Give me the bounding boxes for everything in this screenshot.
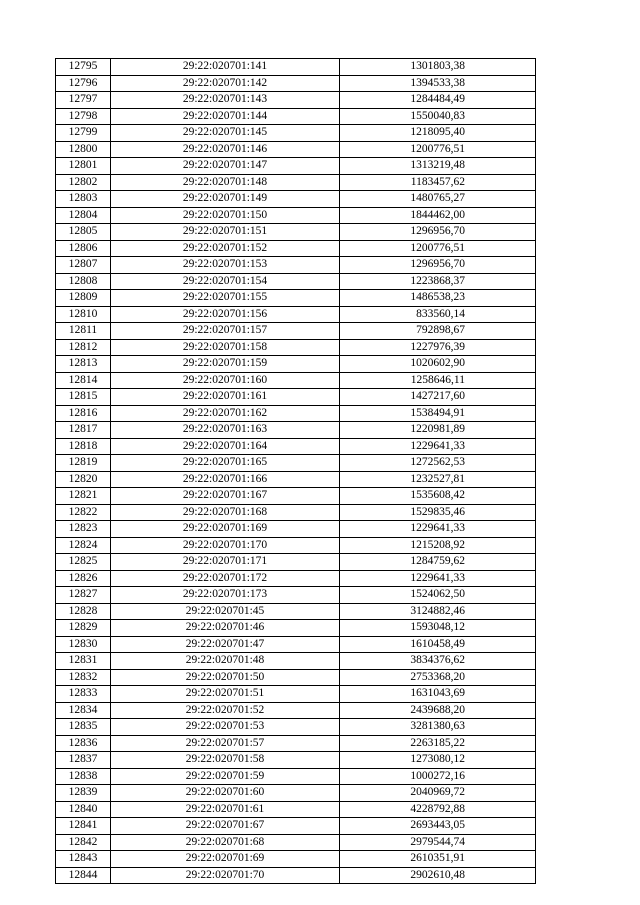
table-row — [56, 719, 536, 736]
cadastral-value-cell: 2263185,22 — [340, 735, 536, 752]
cadastral-number-cell: 29:22:020701:160 — [111, 372, 340, 389]
row-number-cell: 12838 — [56, 768, 111, 785]
cadastral-number-cell: 29:22:020701:141 — [111, 59, 340, 76]
cadastral-value-cell: 3281380,63 — [340, 719, 536, 736]
row-number-cell: 12815 — [56, 389, 111, 406]
table-row — [56, 834, 536, 851]
cadastral-value-cell: 1229641,33 — [340, 570, 536, 587]
cadastral-number-cell: 29:22:020701:69 — [111, 851, 340, 868]
cadastral-number-cell: 29:22:020701:68 — [111, 834, 340, 851]
table-row — [56, 108, 536, 125]
table-row — [56, 735, 536, 752]
cadastral-number-cell: 29:22:020701:57 — [111, 735, 340, 752]
cadastral-value-cell: 1220981,89 — [340, 422, 536, 439]
cadastral-value-cell: 1535608,42 — [340, 488, 536, 505]
row-number-cell: 12801 — [56, 158, 111, 175]
table-row — [56, 554, 536, 571]
table-row — [56, 125, 536, 142]
cadastral-value-cell: 1427217,60 — [340, 389, 536, 406]
table-row — [56, 323, 536, 340]
cadastral-number-cell: 29:22:020701:171 — [111, 554, 340, 571]
table-row — [56, 273, 536, 290]
row-number-cell: 12842 — [56, 834, 111, 851]
row-number-cell: 12813 — [56, 356, 111, 373]
cadastral-value-cell: 2610351,91 — [340, 851, 536, 868]
cadastral-number-cell: 29:22:020701:145 — [111, 125, 340, 142]
table-row — [56, 521, 536, 538]
cadastral-value-cell: 1258646,11 — [340, 372, 536, 389]
row-number-cell: 12816 — [56, 405, 111, 422]
table-row — [56, 158, 536, 175]
row-number-cell: 12807 — [56, 257, 111, 274]
cadastral-value-cell: 1394533,38 — [340, 75, 536, 92]
cadastral-number-cell: 29:22:020701:163 — [111, 422, 340, 439]
cadastral-number-cell: 29:22:020701:45 — [111, 603, 340, 620]
cadastral-value-cell: 1183457,62 — [340, 174, 536, 191]
cadastral-value-cell: 1301803,38 — [340, 59, 536, 76]
table-row — [56, 603, 536, 620]
row-number-cell: 12818 — [56, 438, 111, 455]
cadastral-number-cell: 29:22:020701:172 — [111, 570, 340, 587]
cadastral-value-cell: 1313219,48 — [340, 158, 536, 175]
row-number-cell: 12833 — [56, 686, 111, 703]
cadastral-value-cell: 1538494,91 — [340, 405, 536, 422]
table-row — [56, 768, 536, 785]
row-number-cell: 12808 — [56, 273, 111, 290]
cadastral-number-cell: 29:22:020701:48 — [111, 653, 340, 670]
table-row — [56, 504, 536, 521]
cadastral-value-table — [55, 58, 536, 884]
row-number-cell: 12805 — [56, 224, 111, 241]
cadastral-number-cell: 29:22:020701:147 — [111, 158, 340, 175]
row-number-cell: 12821 — [56, 488, 111, 505]
cadastral-number-cell: 29:22:020701:50 — [111, 669, 340, 686]
cadastral-number-cell: 29:22:020701:51 — [111, 686, 340, 703]
cadastral-number-cell: 29:22:020701:157 — [111, 323, 340, 340]
table-row — [56, 306, 536, 323]
row-number-cell: 12837 — [56, 752, 111, 769]
cadastral-number-cell: 29:22:020701:170 — [111, 537, 340, 554]
cadastral-value-cell: 1215208,92 — [340, 537, 536, 554]
cadastral-number-cell: 29:22:020701:151 — [111, 224, 340, 241]
cadastral-number-cell: 29:22:020701:152 — [111, 240, 340, 257]
row-number-cell: 12834 — [56, 702, 111, 719]
row-number-cell: 12825 — [56, 554, 111, 571]
cadastral-value-cell: 1273080,12 — [340, 752, 536, 769]
table-row — [56, 455, 536, 472]
cadastral-value-cell: 1631043,69 — [340, 686, 536, 703]
table-row — [56, 59, 536, 76]
row-number-cell: 12824 — [56, 537, 111, 554]
cadastral-number-cell: 29:22:020701:173 — [111, 587, 340, 604]
row-number-cell: 12795 — [56, 59, 111, 76]
cadastral-value-cell: 1218095,40 — [340, 125, 536, 142]
table-body — [56, 59, 536, 884]
cadastral-value-cell: 1296956,70 — [340, 257, 536, 274]
table-row — [56, 224, 536, 241]
table-row — [56, 818, 536, 835]
row-number-cell: 12835 — [56, 719, 111, 736]
row-number-cell: 12817 — [56, 422, 111, 439]
cadastral-value-cell: 1296956,70 — [340, 224, 536, 241]
table-row — [56, 257, 536, 274]
row-number-cell: 12802 — [56, 174, 111, 191]
cadastral-value-cell: 1232527,81 — [340, 471, 536, 488]
cadastral-value-cell: 2439688,20 — [340, 702, 536, 719]
cadastral-value-cell: 1284759,62 — [340, 554, 536, 571]
row-number-cell: 12828 — [56, 603, 111, 620]
cadastral-number-cell: 29:22:020701:61 — [111, 801, 340, 818]
cadastral-value-cell: 1550040,83 — [340, 108, 536, 125]
cadastral-value-cell: 1486538,23 — [340, 290, 536, 307]
cadastral-number-cell: 29:22:020701:150 — [111, 207, 340, 224]
cadastral-value-cell: 1020602,90 — [340, 356, 536, 373]
cadastral-value-cell: 1272562,53 — [340, 455, 536, 472]
cadastral-number-cell: 29:22:020701:166 — [111, 471, 340, 488]
row-number-cell: 12814 — [56, 372, 111, 389]
table-row — [56, 339, 536, 356]
row-number-cell: 12830 — [56, 636, 111, 653]
table-row — [56, 405, 536, 422]
table-row — [56, 488, 536, 505]
cadastral-value-cell: 3124882,46 — [340, 603, 536, 620]
cadastral-value-cell: 1284484,49 — [340, 92, 536, 109]
cadastral-value-cell: 2979544,74 — [340, 834, 536, 851]
cadastral-number-cell: 29:22:020701:164 — [111, 438, 340, 455]
cadastral-number-cell: 29:22:020701:146 — [111, 141, 340, 158]
cadastral-number-cell: 29:22:020701:161 — [111, 389, 340, 406]
cadastral-number-cell: 29:22:020701:159 — [111, 356, 340, 373]
row-number-cell: 12812 — [56, 339, 111, 356]
cadastral-value-cell: 4228792,88 — [340, 801, 536, 818]
row-number-cell: 12827 — [56, 587, 111, 604]
table-row — [56, 570, 536, 587]
cadastral-number-cell: 29:22:020701:47 — [111, 636, 340, 653]
cadastral-value-cell: 2693443,05 — [340, 818, 536, 835]
row-number-cell: 12806 — [56, 240, 111, 257]
cadastral-number-cell: 29:22:020701:52 — [111, 702, 340, 719]
cadastral-number-cell: 29:22:020701:169 — [111, 521, 340, 538]
table-row — [56, 191, 536, 208]
cadastral-number-cell: 29:22:020701:144 — [111, 108, 340, 125]
cadastral-number-cell: 29:22:020701:156 — [111, 306, 340, 323]
table-row — [56, 752, 536, 769]
cadastral-number-cell: 29:22:020701:58 — [111, 752, 340, 769]
table-row — [56, 867, 536, 884]
row-number-cell: 12820 — [56, 471, 111, 488]
row-number-cell: 12831 — [56, 653, 111, 670]
cadastral-value-cell: 1223868,37 — [340, 273, 536, 290]
table-row — [56, 356, 536, 373]
table-row — [56, 851, 536, 868]
row-number-cell: 12799 — [56, 125, 111, 142]
cadastral-value-cell: 1524062,50 — [340, 587, 536, 604]
row-number-cell: 12797 — [56, 92, 111, 109]
table-row — [56, 702, 536, 719]
cadastral-value-cell: 792898,67 — [340, 323, 536, 340]
cadastral-value-cell: 1200776,51 — [340, 240, 536, 257]
row-number-cell: 12836 — [56, 735, 111, 752]
table-row — [56, 785, 536, 802]
table-row — [56, 537, 536, 554]
table-row — [56, 422, 536, 439]
table-row — [56, 372, 536, 389]
table-row — [56, 141, 536, 158]
cadastral-number-cell: 29:22:020701:165 — [111, 455, 340, 472]
cadastral-number-cell: 29:22:020701:148 — [111, 174, 340, 191]
cadastral-value-cell: 3834376,62 — [340, 653, 536, 670]
cadastral-number-cell: 29:22:020701:53 — [111, 719, 340, 736]
cadastral-number-cell: 29:22:020701:154 — [111, 273, 340, 290]
cadastral-value-cell: 1610458,49 — [340, 636, 536, 653]
cadastral-value-cell: 833560,14 — [340, 306, 536, 323]
row-number-cell: 12810 — [56, 306, 111, 323]
row-number-cell: 12840 — [56, 801, 111, 818]
row-number-cell: 12811 — [56, 323, 111, 340]
cadastral-number-cell: 29:22:020701:46 — [111, 620, 340, 637]
table-row — [56, 636, 536, 653]
cadastral-value-cell: 1229641,33 — [340, 438, 536, 455]
cadastral-number-cell: 29:22:020701:70 — [111, 867, 340, 884]
row-number-cell: 12826 — [56, 570, 111, 587]
cadastral-number-cell: 29:22:020701:158 — [111, 339, 340, 356]
table-row — [56, 438, 536, 455]
row-number-cell: 12832 — [56, 669, 111, 686]
cadastral-value-cell: 1200776,51 — [340, 141, 536, 158]
cadastral-value-cell: 1229641,33 — [340, 521, 536, 538]
cadastral-value-cell: 1000272,16 — [340, 768, 536, 785]
row-number-cell: 12796 — [56, 75, 111, 92]
cadastral-value-cell: 1227976,39 — [340, 339, 536, 356]
table-row — [56, 207, 536, 224]
row-number-cell: 12841 — [56, 818, 111, 835]
cadastral-number-cell: 29:22:020701:67 — [111, 818, 340, 835]
table-row — [56, 75, 536, 92]
table-row — [56, 290, 536, 307]
row-number-cell: 12844 — [56, 867, 111, 884]
table-row — [56, 686, 536, 703]
cadastral-value-cell: 1844462,00 — [340, 207, 536, 224]
row-number-cell: 12804 — [56, 207, 111, 224]
cadastral-value-cell: 2753368,20 — [340, 669, 536, 686]
cadastral-number-cell: 29:22:020701:142 — [111, 75, 340, 92]
cadastral-number-cell: 29:22:020701:60 — [111, 785, 340, 802]
row-number-cell: 12819 — [56, 455, 111, 472]
row-number-cell: 12809 — [56, 290, 111, 307]
table-row — [56, 92, 536, 109]
cadastral-number-cell: 29:22:020701:149 — [111, 191, 340, 208]
cadastral-number-cell: 29:22:020701:143 — [111, 92, 340, 109]
table-row — [56, 801, 536, 818]
cadastral-number-cell: 29:22:020701:153 — [111, 257, 340, 274]
table-row — [56, 471, 536, 488]
cadastral-number-cell: 29:22:020701:155 — [111, 290, 340, 307]
row-number-cell: 12798 — [56, 108, 111, 125]
cadastral-value-cell: 1529835,46 — [340, 504, 536, 521]
cadastral-value-cell: 1480765,27 — [340, 191, 536, 208]
cadastral-value-cell: 2040969,72 — [340, 785, 536, 802]
table-row — [56, 587, 536, 604]
cadastral-number-cell: 29:22:020701:162 — [111, 405, 340, 422]
table-row — [56, 240, 536, 257]
row-number-cell: 12800 — [56, 141, 111, 158]
row-number-cell: 12822 — [56, 504, 111, 521]
cadastral-number-cell: 29:22:020701:168 — [111, 504, 340, 521]
cadastral-number-cell: 29:22:020701:59 — [111, 768, 340, 785]
row-number-cell: 12823 — [56, 521, 111, 538]
table-row — [56, 389, 536, 406]
table-row — [56, 620, 536, 637]
row-number-cell: 12843 — [56, 851, 111, 868]
table-row — [56, 174, 536, 191]
cadastral-value-cell: 2902610,48 — [340, 867, 536, 884]
table-row — [56, 653, 536, 670]
table-row — [56, 669, 536, 686]
cadastral-number-cell: 29:22:020701:167 — [111, 488, 340, 505]
row-number-cell: 12839 — [56, 785, 111, 802]
row-number-cell: 12803 — [56, 191, 111, 208]
row-number-cell: 12829 — [56, 620, 111, 637]
cadastral-value-cell: 1593048,12 — [340, 620, 536, 637]
